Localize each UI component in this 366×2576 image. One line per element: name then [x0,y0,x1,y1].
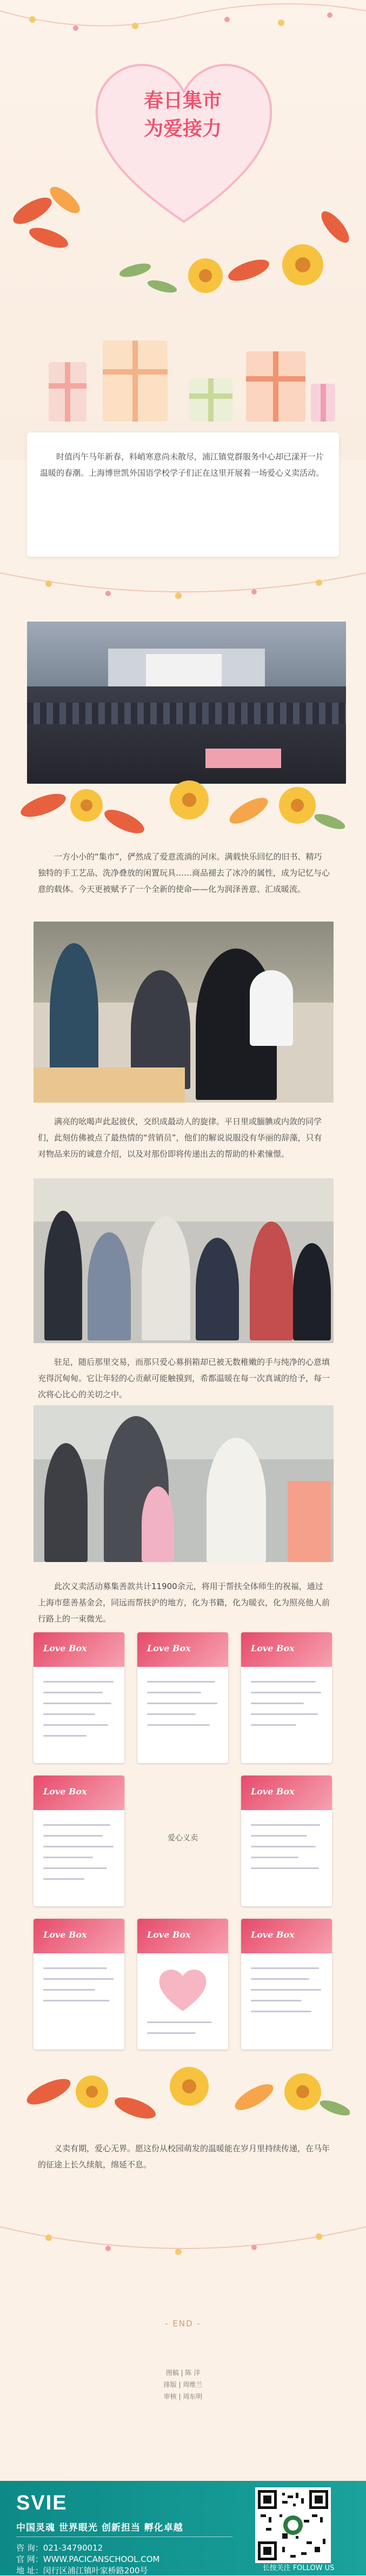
qr-code-icon[interactable] [255,2487,331,2563]
credit-line: 排版 | 周维兰 [163,2381,203,2388]
footer-brand: SVIE [16,2492,68,2514]
center-label: 爱心义卖 [168,1834,198,1843]
love-card: Love Box [241,1632,332,1763]
bunting-icon [0,2211,366,2275]
paragraph-2: 一方小小的“集市”，俨然成了爱意流淌的河床。满载快乐回忆的旧书、精巧独特的手工艺品、洗净叠放的闲置玩具……商品褪去了冰冷的属性，成为记忆与心意的载体。今天更被赋予了一个全新的使命——化为润泽善意、汇成暖流。 [38,852,330,894]
love-card: Love Box [241,1919,332,2050]
closing-text: 义卖有期，爱心无界。愿这份从校园萌发的温暖能在岁月里持续传递，在马年的征途上长久续航，绵延不息。 [38,2144,330,2170]
qr-caption: 长按关注 FOLLOW US [262,2564,335,2572]
footer-website[interactable]: 官 网：WWW.PACICANSCHOOL.COM [16,2554,160,2564]
gift-box-icon [246,351,305,422]
love-card: Love Box [34,1776,124,1906]
paragraph-4: 驻足，随后那里交易，而那只爱心募捐箱却已被无数稚嫩的手与纯净的心意填充得沉甸甸。它让年轻的心贡献可能触摸到，希都温暖在每一次真诚的给予，每一次将心比心的关切之中。 [38,1357,330,1399]
page-title-line2: 为爱接力 [143,117,222,140]
bunting-icon [0,562,366,611]
love-card: Love Box [137,1919,228,2050]
qr-pattern-icon [258,2490,328,2560]
photo-group [27,622,346,784]
gift-box-icon [311,384,335,422]
love-card: Love Box [241,1776,332,1906]
photo-stall [34,922,334,1103]
footer-address: 地 址：闵行区浦江镇叶家桥路200号 [16,2566,148,2575]
paragraph-3: 满亮的吆喝声此起彼伏，交织成最动人的旋律。平日里或腼腆或内敛的同学们，此刻仿佛被点了最热情的“营销员”，他们的解说说服没有华丽的辞藻，只有对物品来历的诚意介绍，以及对那份即将传递出去的帮助的朴素憧憬。 [38,1117,322,1159]
flower-band-icon [16,2054,350,2135]
photo-crowd [34,1178,334,1343]
intro-text: 时值丙午马年新春，料峭寒意尚未散尽，浦江镇党群服务中心却已漾开一片温暖的春潮。上海博世凯外国语学校学子们正在这里开展着一场爱心义卖活动。 [40,452,324,478]
gift-box-icon [103,341,168,422]
heart-icon [156,1965,210,2014]
gift-boxes [32,319,335,422]
gift-box-icon [189,378,232,422]
intro-card [27,432,339,557]
end-label: - END - [165,2319,201,2328]
credit-line: 审核 | 周东明 [163,2393,203,2400]
love-card: Love Box [137,1632,228,1763]
footer-slogan: 中国灵魂 世界眼光 创新担当 孵化卓越 [16,2522,183,2533]
flower-band-icon [16,762,350,843]
page-title-line1: 春日集市 [143,89,222,112]
love-card: Love Box [34,1632,124,1763]
paragraph-5: 此次义卖活动募集善款共计11900余元，将用于帮扶全体师生的祝福，通过上海市慈善基金会，同远而帮扶沪的地方，化为书籍，化为暖衣，化为照亮他人前行路上的一束微光。 [38,1581,330,1624]
gift-box-icon [49,362,86,422]
header-flowers-icon [0,162,366,303]
photo-donation [34,1405,334,1562]
love-card: Love Box [34,1919,124,2050]
footer-phone: 咨 询：021-34790012 [16,2543,103,2553]
footer [0,2481,366,2575]
credit-line: 图稿 | 陈 洋 [165,2369,201,2377]
